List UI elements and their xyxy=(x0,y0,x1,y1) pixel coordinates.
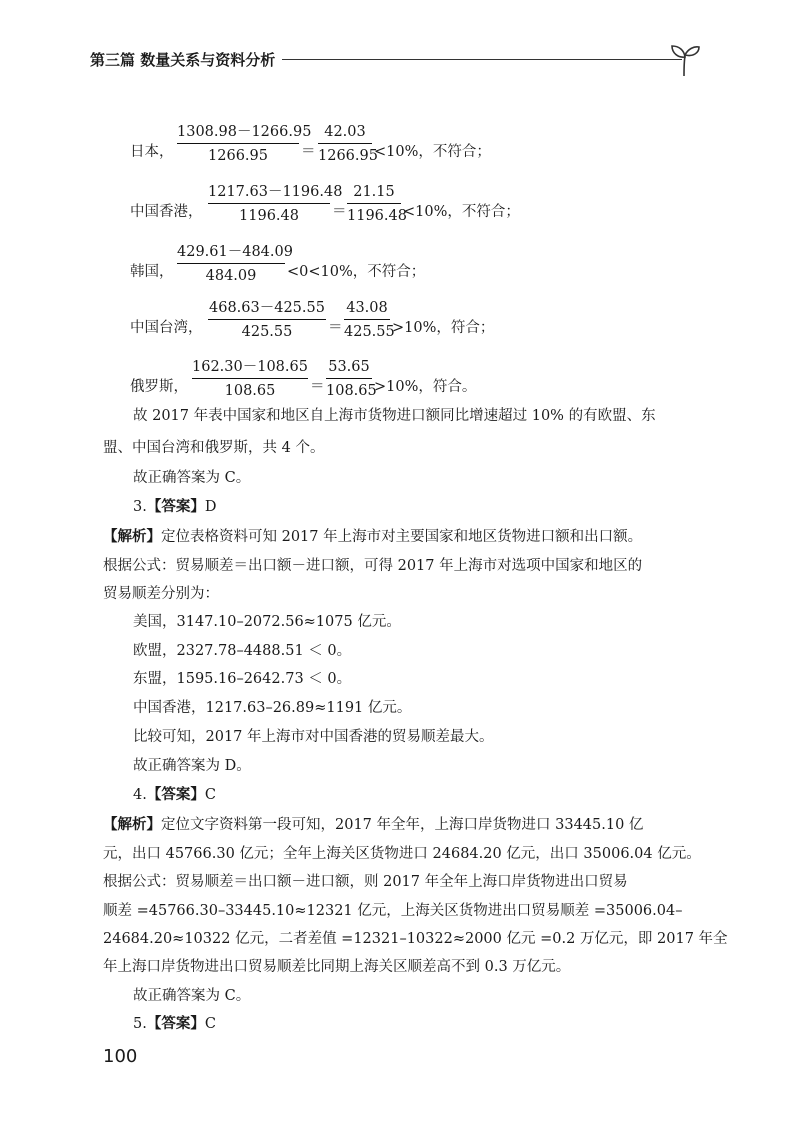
fraction xyxy=(177,242,293,286)
q2-conclusion-line: 盟、中国台湾和俄罗斯，共 4 个。 xyxy=(103,440,325,456)
q3-item: 欧盟，2327.78–4488.51 ＜ 0。 xyxy=(133,643,352,659)
q3-item: 中国香港，1217.63–26.89≈1191 亿元。 xyxy=(133,700,412,716)
fraction-numerator: 43.08 xyxy=(346,300,388,316)
q4-analysis-line: 根据公式：贸易顺差＝出口额－进口额，则 2017 年全年上海口岸货物进出口贸易 xyxy=(103,874,628,890)
equals-sign: ＝ xyxy=(328,320,343,336)
fraction-denominator: 108.65 xyxy=(224,383,276,399)
equals-sign: ＝ xyxy=(301,144,316,160)
answer-label: 【答案】 xyxy=(146,499,205,515)
fraction-numerator: 468.63－425.55 xyxy=(209,300,325,316)
analysis-text: 定位表格资料可知 2017 年上海市对主要国家和地区货物进口额和出口额。 xyxy=(161,529,643,545)
calc-result: <0<10%，不符合； xyxy=(287,264,426,280)
q2-conclusion-line: 故 2017 年表中国家和地区自上海市货物进口额同比增速超过 10% 的有欧盟、东 xyxy=(133,408,656,424)
q4-answer: 故正确答案为 C。 xyxy=(133,988,251,1004)
q4-analysis-line: 年上海口岸货物进出口贸易顺差比同期上海关区顺差高不到 0.3 万亿元。 xyxy=(103,959,571,975)
answer-label: 【答案】 xyxy=(146,787,205,803)
question-number: 4. xyxy=(133,787,147,803)
calc-label: 中国台湾， xyxy=(130,320,203,336)
calc-result: >10%，符合； xyxy=(392,320,495,336)
equals-sign: ＝ xyxy=(310,379,325,395)
calc-label: 俄罗斯， xyxy=(130,379,188,395)
q4-analysis-line: 元，出口 45766.30 亿元；全年上海关区货物进口 24684.20 亿元，出口 35006.04 亿元。 xyxy=(103,846,701,862)
q3-answer: 故正确答案为 D。 xyxy=(133,758,251,774)
fraction-denominator: 1266.95 xyxy=(318,148,378,164)
q3-item: 美国，3147.10–2072.56≈1075 亿元。 xyxy=(133,614,401,630)
calc-label: 中国香港， xyxy=(130,204,203,220)
chapter-title: 第三篇 数量关系与资料分析 xyxy=(90,51,276,69)
q2-answer: 故正确答案为 C。 xyxy=(133,470,251,486)
fraction-denominator: 425.55 xyxy=(344,324,395,340)
fraction-denominator: 1196.48 xyxy=(239,208,299,224)
fraction-numerator: 42.03 xyxy=(324,124,366,140)
q4-analysis-line: 顺差 =45766.30–33445.10≈12321 亿元，上海关区货物进出口贸易顺差 =35006.04– xyxy=(103,903,683,919)
answer-value: C xyxy=(204,1016,216,1032)
sprout-icon xyxy=(664,40,704,80)
fraction-denominator: 108.65 xyxy=(326,383,377,399)
question-number: 5. xyxy=(133,1016,147,1032)
q3-compare: 比较可知，2017 年上海市对中国香港的贸易顺差最大。 xyxy=(133,729,494,745)
q3-item: 东盟，1595.16–2642.73 ＜ 0。 xyxy=(133,671,352,687)
q3-analysis-line: 贸易顺差分别为： xyxy=(103,586,219,602)
fraction-numerator: 53.65 xyxy=(328,359,370,375)
fraction xyxy=(208,182,343,226)
fraction-numerator: 1308.98－1266.95 xyxy=(177,124,312,140)
header-rule xyxy=(282,59,682,60)
fraction-numerator: 162.30－108.65 xyxy=(192,359,308,375)
q3-analysis-line: 根据公式：贸易顺差＝出口额－进口额，可得 2017 年上海市对选项中国家和地区的 xyxy=(103,558,643,574)
q5-answer-heading xyxy=(103,1012,733,1036)
fraction-denominator: 425.55 xyxy=(241,324,293,340)
q3-analysis-line xyxy=(103,525,703,549)
fraction xyxy=(344,298,395,342)
calc-result: <10%，不符合； xyxy=(374,144,491,160)
fraction-numerator: 1217.63－1196.48 xyxy=(208,184,343,200)
fraction xyxy=(347,182,407,226)
answer-label: 【答案】 xyxy=(146,1016,205,1032)
analysis-label: 【解析】 xyxy=(103,817,161,833)
answer-value: D xyxy=(204,499,217,515)
fraction-denominator: 484.09 xyxy=(205,268,257,284)
fraction xyxy=(208,298,326,342)
question-number: 3. xyxy=(133,499,147,515)
calc-label: 韩国， xyxy=(130,264,174,280)
fraction-numerator: 21.15 xyxy=(353,184,395,200)
fraction xyxy=(177,122,312,166)
fraction-numerator: 429.61－484.09 xyxy=(177,244,293,260)
calc-result: <10%，不符合； xyxy=(403,204,520,220)
q4-analysis-line: 24684.20≈10322 亿元，二者差值 =12321–10322≈2000 亿元 =0.2 万亿元，即 2017 年全 xyxy=(103,931,728,947)
analysis-label: 【解析】 xyxy=(103,529,161,545)
answer-value: C xyxy=(204,787,216,803)
q4-analysis-line xyxy=(103,813,703,837)
fraction xyxy=(318,122,378,166)
page-number: 100 xyxy=(103,1046,138,1067)
calc-label: 日本， xyxy=(130,144,174,160)
fraction-denominator: 1266.95 xyxy=(208,148,268,164)
fraction xyxy=(326,357,377,401)
analysis-text: 定位文字资料第一段可知，2017 年全年，上海口岸货物进口 33445.10 亿 xyxy=(161,817,644,833)
fraction-denominator: 1196.48 xyxy=(347,208,407,224)
q4-answer-heading xyxy=(103,783,733,807)
fraction xyxy=(192,357,308,401)
q3-answer-heading xyxy=(103,495,733,519)
page-header xyxy=(90,40,710,80)
calc-result: >10%，符合。 xyxy=(374,379,477,395)
equals-sign: ＝ xyxy=(332,204,347,220)
